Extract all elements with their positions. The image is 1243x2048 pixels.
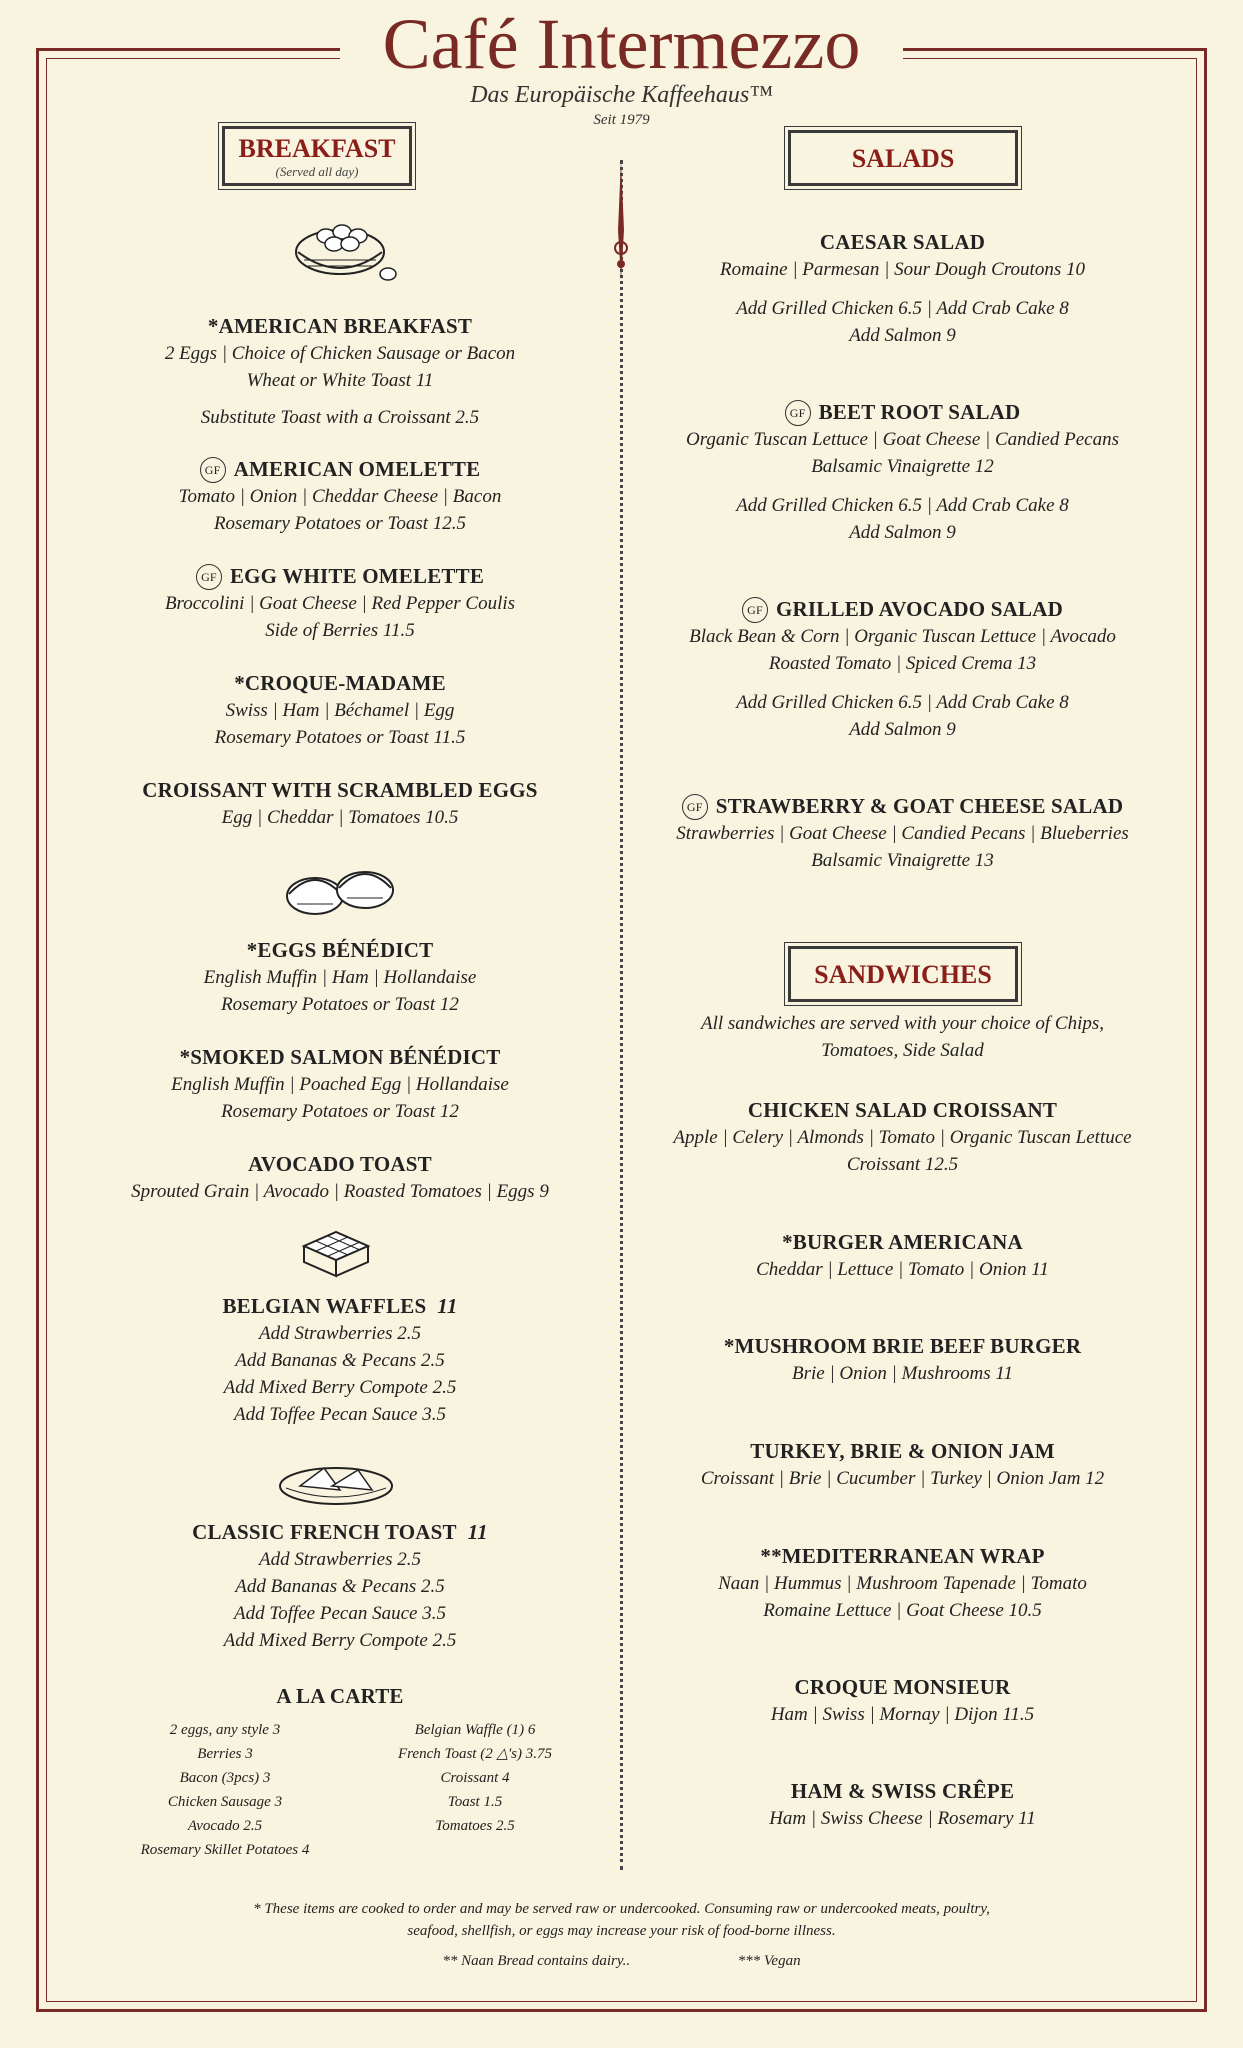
column-divider (620, 160, 625, 1870)
footer-disclaimer (100, 1898, 1143, 1942)
footer-notes (100, 1950, 1143, 1972)
item-name: BEET ROOT SALAD (818, 400, 1021, 424)
item-desc: Black Bean & Corn | Organic Tuscan Lettuce | Avocado (689, 626, 1116, 647)
gf-badge: GF (200, 457, 226, 483)
footer-note-vegan: *** Vegan (737, 1953, 801, 1969)
footer-note-dairy: ** Naan Bread contains dairy.. (442, 1953, 631, 1969)
item-desc: Rosemary Potatoes or Toast 12 (221, 994, 459, 1015)
menu-item-american-breakfast (80, 312, 600, 431)
french-toast-illustration-icon (276, 1456, 396, 1510)
alacarte-item: Rosemary Skillet Potatoes 4 (140, 1842, 310, 1858)
alacarte-item: Toast 1.5 (447, 1794, 503, 1810)
menu-item-beet-root-salad (640, 398, 1165, 546)
item-name: CAESAR SALAD (819, 230, 986, 254)
menu-item-french-toast (80, 1518, 600, 1654)
item-name: CLASSIC FRENCH TOAST (192, 1520, 457, 1544)
item-extra: Add Grilled Chicken 6.5 | Add Crab Cake 8 (736, 298, 1069, 319)
alacarte-item: Bacon (3pcs) 3 (179, 1770, 271, 1786)
item-desc: Add Bananas & Pecans 2.5 (235, 1350, 445, 1371)
item-desc: Naan | Hummus | Mushroom Tapenade | Tomato (718, 1573, 1087, 1594)
item-name: *BURGER AMERICANA (782, 1230, 1023, 1254)
item-name: HAM & SWISS CRÊPE (790, 1779, 1015, 1803)
item-desc: Brie | Onion | Mushrooms 11 (791, 1363, 1014, 1384)
alacarte-item: Avocado 2.5 (187, 1818, 263, 1834)
item-extra: Substitute Toast with a Croissant 2.5 (200, 407, 480, 428)
intro-line: All sandwiches are served with your choice of Chips, (701, 1013, 1104, 1034)
item-desc: Broccolini | Goat Cheese | Red Pepper Coulis (164, 593, 516, 614)
item-extra: Add Grilled Chicken 6.5 | Add Crab Cake 8 (736, 495, 1069, 516)
breakfast-subtitle: (Served all day) (275, 163, 359, 179)
egg-basket-illustration-icon (288, 214, 398, 284)
sandwiches-header (788, 946, 1018, 1002)
item-desc: Add Mixed Berry Compote 2.5 (223, 1377, 457, 1398)
item-desc: Add Mixed Berry Compote 2.5 (223, 1630, 457, 1651)
menu-item-ham-swiss-crepe (640, 1777, 1165, 1832)
item-desc: Romaine Lettuce | Goat Cheese 10.5 (763, 1600, 1042, 1621)
cafe-subtitle: Das Europäische Kaffeehaus™ (470, 82, 773, 108)
item-desc: Rosemary Potatoes or Toast 11.5 (214, 727, 466, 748)
item-desc: Croissant | Brie | Cucumber | Turkey | Onion Jam 12 (700, 1468, 1105, 1489)
menu-item-eggs-benedict (80, 936, 600, 1018)
item-desc: Add Toffee Pecan Sauce 3.5 (234, 1404, 446, 1425)
item-name: CHICKEN SALAD CROISSANT (747, 1098, 1058, 1122)
menu-item-caesar-salad (640, 228, 1165, 349)
item-desc: Add Toffee Pecan Sauce 3.5 (234, 1603, 446, 1624)
item-name: GRILLED AVOCADO SALAD (776, 597, 1063, 621)
item-desc: English Muffin | Poached Egg | Hollandaise (171, 1074, 509, 1095)
item-extra: Add Salmon 9 (849, 522, 956, 543)
menu-item-mediterranean-wrap (640, 1542, 1165, 1624)
item-desc: Tomato | Onion | Cheddar Cheese | Bacon (178, 486, 502, 507)
alacarte-item: Chicken Sausage 3 (167, 1794, 283, 1810)
item-desc: Ham | Swiss | Mornay | Dijon 11.5 (770, 1704, 1035, 1725)
menu-item-turkey-brie (640, 1437, 1165, 1492)
item-desc: Rosemary Potatoes or Toast 12 (221, 1101, 459, 1122)
item-desc: Egg | Cheddar | Tomatoes 10.5 (221, 807, 459, 828)
footer-note: * These items are cooked to order and may be served raw or undercooked. Consuming raw or undercooked meats, poultry, (253, 1901, 990, 1917)
item-desc: Ham | Swiss Cheese | Rosemary 11 (769, 1808, 1036, 1829)
item-desc: Add Bananas & Pecans 2.5 (235, 1576, 445, 1597)
item-name: TURKEY, BRIE & ONION JAM (750, 1439, 1055, 1463)
item-name: EGG WHITE OMELETTE (229, 564, 485, 588)
item-desc: Wheat or White Toast 11 (246, 370, 434, 391)
menu-item-croque-monsieur (640, 1673, 1165, 1728)
item-extra: Add Grilled Chicken 6.5 | Add Crab Cake 8 (736, 692, 1069, 713)
item-desc: Apple | Celery | Almonds | Tomato | Organic Tuscan Lettuce (673, 1127, 1132, 1148)
item-desc: Rosemary Potatoes or Toast 12.5 (213, 513, 467, 534)
item-desc: Swiss | Ham | Béchamel | Egg (225, 700, 455, 721)
alacarte-heading (80, 1682, 600, 1710)
alacarte-item: Tomatoes 2.5 (435, 1818, 515, 1834)
item-name: *CROQUE-MADAME (234, 671, 446, 695)
muffin-illustration-icon (275, 856, 405, 920)
item-name: AVOCADO TOAST (248, 1152, 432, 1176)
menu-item-american-omelette (80, 455, 600, 537)
gf-badge: GF (742, 597, 768, 623)
item-name: AMERICAN OMELETTE (233, 457, 481, 481)
item-name: *AMERICAN BREAKFAST (207, 314, 473, 338)
item-name: BELGIAN WAFFLES (222, 1294, 427, 1318)
item-price: 11 (467, 1520, 488, 1544)
alacarte-item: French Toast (2 △'s) 3.75 (397, 1746, 553, 1762)
salads-header (788, 130, 1018, 186)
item-name: *MUSHROOM BRIE BEEF BURGER (723, 1334, 1082, 1358)
item-desc: Organic Tuscan Lettuce | Goat Cheese | Candied Pecans (686, 429, 1119, 450)
menu-item-smoked-salmon-benedict (80, 1043, 600, 1125)
alacarte-item: Croissant 4 (440, 1770, 510, 1786)
gf-badge: GF (682, 794, 708, 820)
item-desc: Strawberries | Goat Cheese | Candied Pecans | Blueberries (676, 823, 1129, 844)
item-price: 11 (437, 1294, 458, 1318)
item-name: CROISSANT WITH SCRAMBLED EGGS (142, 778, 538, 802)
cafe-since: Seit 1979 (593, 112, 650, 128)
item-desc: Balsamic Vinaigrette 12 (811, 456, 994, 477)
item-desc: Side of Berries 11.5 (265, 620, 415, 641)
item-desc: Croissant 12.5 (846, 1154, 959, 1175)
menu-item-egg-white-omelette (80, 562, 600, 644)
menu-item-avocado-toast (80, 1150, 600, 1205)
divider-ornament-icon (604, 160, 638, 280)
waffle-illustration-icon (296, 1226, 376, 1288)
menu-item-grilled-avocado-salad (640, 595, 1165, 743)
menu-item-belgian-waffles (80, 1292, 600, 1428)
menu-item-chicken-salad-croissant (640, 1096, 1165, 1178)
item-name: CROQUE MONSIEUR (794, 1675, 1011, 1699)
menu-item-croissant-scrambled (80, 776, 600, 831)
breakfast-header (222, 126, 412, 186)
breakfast-title: BREAKFAST (238, 134, 396, 163)
item-desc: Add Strawberries 2.5 (258, 1549, 422, 1570)
item-desc: Sprouted Grain | Avocado | Roasted Tomatoes | Eggs 9 (131, 1181, 549, 1202)
item-desc: Cheddar | Lettuce | Tomato | Onion 11 (756, 1259, 1049, 1280)
intro-line: Tomatoes, Side Salad (821, 1040, 984, 1061)
alacarte-item: 2 eggs, any style 3 (169, 1722, 281, 1738)
alacarte-item: Berries 3 (197, 1746, 253, 1762)
sandwiches-title: SANDWICHES (814, 960, 992, 989)
item-desc: 2 Eggs | Choice of Chicken Sausage or Bacon (164, 343, 516, 364)
item-name: *EGGS BÉNÉDICT (246, 938, 434, 962)
item-desc: Roasted Tomato | Spiced Crema 13 (768, 653, 1037, 674)
salads-title: SALADS (851, 144, 955, 173)
item-extra: Add Salmon 9 (849, 325, 956, 346)
item-extra: Add Salmon 9 (849, 719, 956, 740)
item-name: *SMOKED SALMON BÉNÉDICT (179, 1045, 501, 1069)
menu-item-mushroom-brie-burger (640, 1332, 1165, 1387)
menu-item-croque-madame (80, 669, 600, 751)
menu-item-strawberry-goat-salad (640, 792, 1165, 874)
gf-badge: GF (785, 400, 811, 426)
item-name: **MEDITERRANEAN WRAP (760, 1544, 1045, 1568)
menu-item-burger-americana (640, 1228, 1165, 1283)
cafe-title: Café Intermezzo (382, 4, 861, 84)
alacarte-title: A LA CARTE (276, 1684, 404, 1708)
footer-note: seafood, shellfish, or eggs may increase your risk of food-borne illness. (407, 1923, 836, 1939)
item-desc: Romaine | Parmesan | Sour Dough Croutons 10 (720, 259, 1085, 280)
item-desc: English Muffin | Ham | Hollandaise (203, 967, 477, 988)
item-desc: Balsamic Vinaigrette 13 (811, 850, 994, 871)
item-name: STRAWBERRY & GOAT CHEESE SALAD (715, 794, 1124, 818)
item-desc: Add Strawberries 2.5 (258, 1323, 422, 1344)
alacarte-item: Belgian Waffle (1) 6 (414, 1722, 536, 1738)
sandwiches-intro (640, 1010, 1165, 1064)
gf-badge: GF (196, 564, 222, 590)
